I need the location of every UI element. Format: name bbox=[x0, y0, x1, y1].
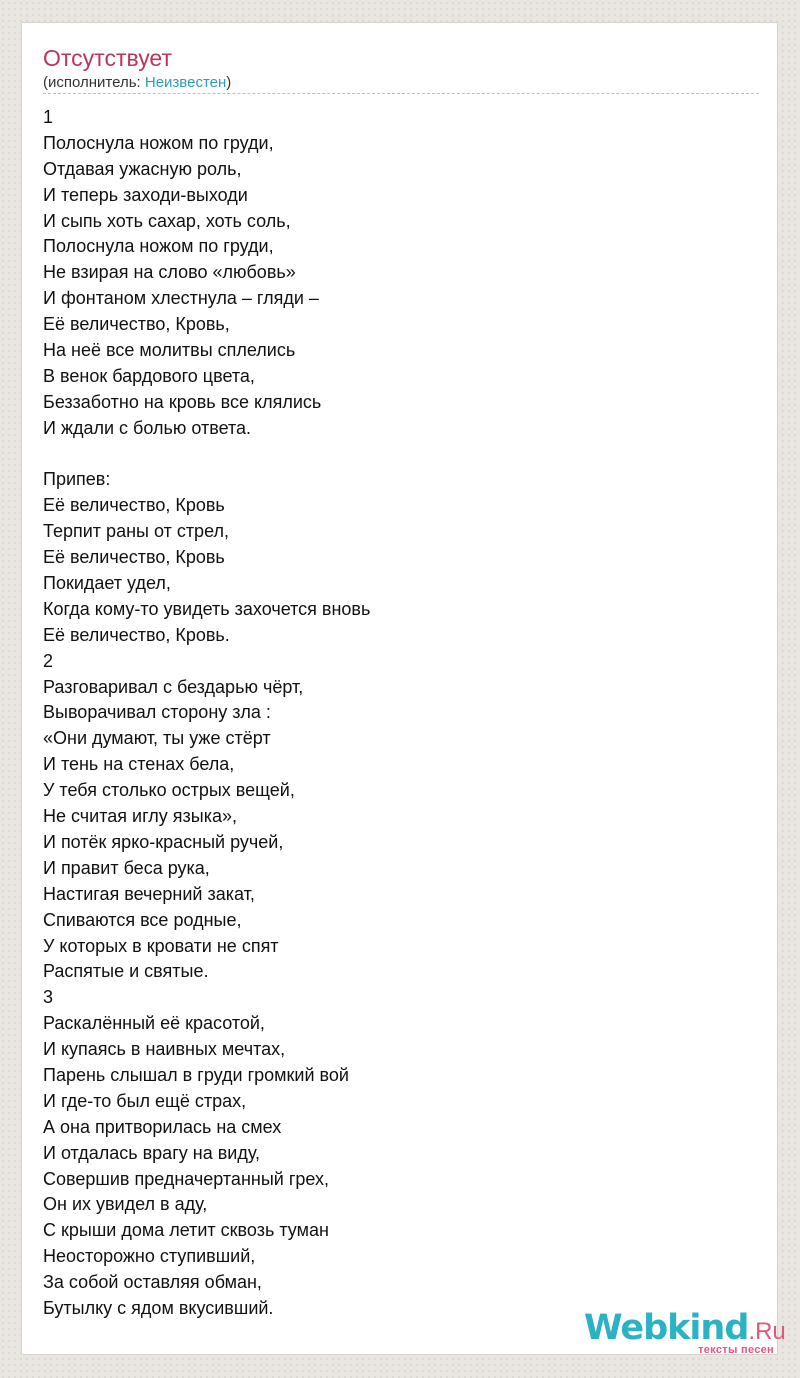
lyric-line: На неё все молитвы сплелись bbox=[43, 340, 296, 361]
lyric-line: Когда кому-то увидеть захочется вновь bbox=[43, 598, 371, 619]
lyric-line: У которых в кровати не спят bbox=[43, 935, 279, 956]
lyric-line: У тебя столько острых вещей, bbox=[43, 780, 295, 801]
lyric-line: 3 bbox=[43, 987, 54, 1008]
lyric-line: Её величество, Кровь. bbox=[43, 624, 230, 645]
lyric-line: Не взирая на слово «любовь» bbox=[43, 262, 296, 283]
lyric-line: Терпит раны от стрел, bbox=[43, 521, 229, 542]
lyric-line: И тень на стенах бела, bbox=[43, 754, 235, 775]
lyric-line: И потёк ярко-красный ручей, bbox=[43, 831, 284, 852]
performer-suffix: ) bbox=[226, 74, 232, 91]
lyric-line: С крыши дома летит сквозь туман bbox=[43, 1220, 329, 1241]
performer-line bbox=[43, 74, 231, 92]
lyric-line: И правит беса рука, bbox=[43, 857, 210, 878]
lyric-line: В венок бардового цвета, bbox=[43, 365, 255, 386]
lyric-line: Не считая иглу языка», bbox=[43, 806, 238, 827]
lyric-line: И сыпь хоть сахар, хоть соль, bbox=[43, 210, 291, 231]
lyric-line: Беззаботно на кровь все клялись bbox=[43, 391, 322, 412]
lyric-line: Выворачивал сторону зла : bbox=[43, 702, 271, 723]
lyric-line: Припев: bbox=[43, 469, 111, 490]
lyric-line: Парень слышал в груди громкий вой bbox=[43, 1064, 349, 1085]
lyric-line: И фонтаном хлестнула – гляди – bbox=[43, 288, 319, 309]
lyric-line: Распятые и святые. bbox=[43, 961, 209, 982]
lyric-line: И где-то был ещё страх, bbox=[43, 1090, 247, 1111]
performer-link[interactable]: Неизвестен bbox=[144, 74, 227, 91]
lyric-line: Совершив предначертанный грех, bbox=[43, 1168, 330, 1189]
lyric-line: Её величество, Кровь, bbox=[43, 314, 230, 335]
lyric-line: Неосторожно ступивший, bbox=[43, 1246, 256, 1267]
lyric-line: Бутылку с ядом вкусивший. bbox=[43, 1297, 274, 1318]
lyric-line: Настигая вечерний закат, bbox=[43, 883, 255, 904]
lyric-line: 1 bbox=[43, 107, 54, 127]
lyric-line: Спиваются все родные, bbox=[43, 909, 242, 930]
lyric-line: «Они думают, ты уже стёрт bbox=[43, 728, 271, 749]
lyric-line: Раскалённый её красотой, bbox=[43, 1013, 265, 1034]
logo-name: Webkind bbox=[584, 1308, 749, 1348]
lyric-line: А она притворилась на смех bbox=[43, 1116, 282, 1137]
lyric-line: И купаясь в наивных мечтах, bbox=[43, 1039, 286, 1060]
song-title: Отсутствует bbox=[43, 45, 172, 71]
title-divider bbox=[43, 93, 759, 94]
lyric-line: Разговаривал с бездарью чёрт, bbox=[43, 676, 304, 697]
lyric-line bbox=[43, 442, 743, 468]
lyric-line: Он их увидел в аду, bbox=[43, 1194, 208, 1215]
lyric-line: Полоснула ножом по груди, bbox=[43, 236, 274, 257]
lyric-line: Её величество, Кровь bbox=[43, 547, 225, 568]
lyric-line: Полоснула ножом по груди, bbox=[43, 132, 274, 153]
logo-tld: .Ru bbox=[748, 1318, 786, 1345]
lyric-line: Отдавая ужасную роль, bbox=[43, 158, 242, 179]
lyric-line: За собой оставляя обман, bbox=[43, 1272, 262, 1293]
lyric-line: 2 bbox=[43, 650, 54, 671]
lyric-line: Покидает удел, bbox=[43, 573, 171, 594]
lyric-line: И теперь заходи-выходи bbox=[43, 184, 248, 205]
lyrics-text bbox=[43, 105, 743, 1322]
logo-tagline: тексты песен bbox=[698, 1344, 774, 1356]
lyric-line: Её величество, Кровь bbox=[43, 495, 225, 516]
lyric-line: И ждали с болью ответа. bbox=[43, 417, 252, 438]
lyrics-card bbox=[21, 22, 786, 1356]
lyric-line: И отдалась врагу на виду, bbox=[43, 1142, 261, 1163]
site-logo[interactable] bbox=[584, 1308, 784, 1358]
performer-prefix: (исполнитель: bbox=[43, 74, 145, 91]
